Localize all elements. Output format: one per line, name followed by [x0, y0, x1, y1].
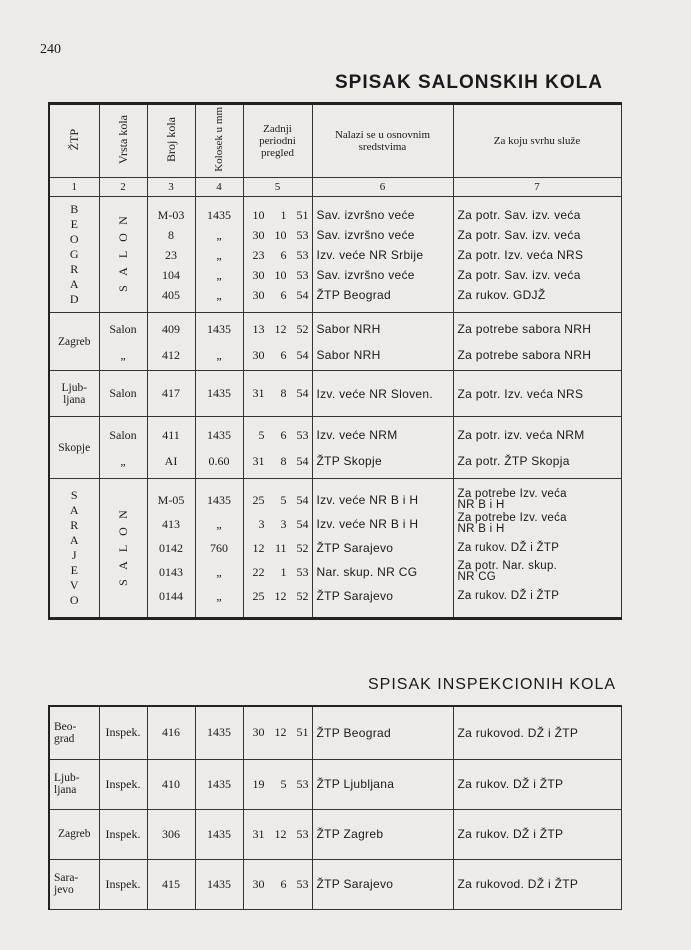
svrha: Za potr. Izv. veća NRS — [453, 371, 621, 417]
title-salonska: SPISAK SALONSKIH KOLA — [334, 72, 603, 93]
inspek-row — [49, 759, 621, 809]
group-beograd — [49, 197, 621, 313]
inspek-row — [49, 706, 621, 759]
col-num: 1 — [49, 178, 99, 197]
svrha-list: Za potrebe Izv. veća NR B i H Za potrebe Izv. veća NR B i H Za rukov. DŽ i ŽTP Za potr. Nar. skup. NR CG Za rukov. DŽ i ŽTP — [453, 479, 621, 619]
broj: 410 — [147, 759, 195, 809]
pregled-list: 5 6 53 31 8 54 — [243, 417, 312, 479]
vrsta-list: Salon „ — [99, 313, 147, 371]
svrha: Za rukovod. DŽ i ŽTP — [453, 859, 621, 909]
broj: 416 — [147, 706, 195, 759]
col-num: 5 — [243, 178, 312, 197]
ztp: Zagreb — [49, 809, 99, 859]
column-number-row — [49, 178, 621, 197]
header-ztp: ŽTP — [67, 128, 82, 151]
ztp: Ljub- ljana — [49, 759, 99, 809]
ztp-ljubljana: Ljub- ljana — [49, 371, 99, 417]
nalazi: Izv. veće NR Sloven. — [312, 371, 453, 417]
nalazi-list: Izv. veće NRM ŽTP Skopje — [312, 417, 453, 479]
ztp: Sara- jevo — [49, 859, 99, 909]
group-sarajevo — [49, 479, 621, 619]
pregled: 31 8 54 — [243, 371, 312, 417]
ztp-beograd: B E O G R A D — [49, 197, 99, 313]
vrsta: Inspek. — [99, 759, 147, 809]
vrsta-salon-vertical: N O L A S — [99, 479, 147, 619]
vrsta-list: Salon „ — [99, 417, 147, 479]
vrsta: Inspek. — [99, 706, 147, 759]
header-broj: Broj kola — [164, 117, 178, 162]
pregled: 30 6 53 — [243, 859, 312, 909]
kolosek-list: 1435 „ 760 „ „ — [195, 479, 243, 619]
vrsta-salon-vertical: N O L A S — [99, 197, 147, 313]
nalazi-list: Izv. veće NR B i H Izv. veće NR B i H ŽTP Sarajevo Nar. skup. NR CG ŽTP Sarajevo — [312, 479, 453, 619]
broj: 417 — [147, 371, 195, 417]
svrha-list: Za potr. izv. veća NRM Za potr. ŽTP Skopja — [453, 417, 621, 479]
pregled-list: 13 12 52 30 6 54 — [243, 313, 312, 371]
nalazi-list: Sabor NRH Sabor NRH — [312, 313, 453, 371]
group-skopje — [49, 417, 621, 479]
svrha: Za rukov. DŽ i ŽTP — [453, 809, 621, 859]
col-num: 6 — [312, 178, 453, 197]
title-inspekciona: SPISAK INSPEKCIONIH KOLA — [368, 676, 617, 693]
ztp-zagreb: Zagreb — [49, 313, 99, 371]
broj: 415 — [147, 859, 195, 909]
pregled: 19 5 53 — [243, 759, 312, 809]
nalazi: ŽTP Zagreb — [312, 809, 453, 859]
inspek-row — [49, 809, 621, 859]
nalazi: ŽTP Ljubljana — [312, 759, 453, 809]
vrsta: Salon — [99, 371, 147, 417]
svrha: Za rukovod. DŽ i ŽTP — [453, 706, 621, 759]
kolosek-list: 1435 „ — [195, 313, 243, 371]
pregled-list: 25 5 54 3 3 54 12 11 52 22 1 53 25 12 52 — [243, 479, 312, 619]
ztp: Beo- grad — [49, 706, 99, 759]
svrha-list: Za potr. Sav. izv. veća Za potr. Sav. izv. veća Za potr. Izv. veća NRS Za potr. Sav. izv. veća Za rukov. GDJŽ — [453, 197, 621, 313]
nalazi: ŽTP Beograd — [312, 706, 453, 759]
header-svrha: Za koju svrhu služe — [453, 104, 621, 178]
group-zagreb — [49, 313, 621, 371]
pregled: 30 12 51 — [243, 706, 312, 759]
page-number: 240 — [40, 42, 61, 57]
header-kolosek: Kolosek u mm — [213, 107, 225, 172]
nalazi-list: Sav. izvršno veće Sav. izvršno veće Izv. veće NR Srbije Sav. izvršno veće ŽTP Beograd — [312, 197, 453, 313]
broj: 306 — [147, 809, 195, 859]
kolosek: 1435 — [195, 809, 243, 859]
kolosek: 1435 — [195, 706, 243, 759]
vrsta: Inspek. — [99, 859, 147, 909]
broj-list: M-03 8 23 104 405 — [147, 197, 195, 313]
inspek-row — [49, 859, 621, 909]
group-ljubljana — [49, 371, 621, 417]
table-salonska — [48, 102, 622, 620]
pregled-list: 10 1 51 30 10 53 23 6 53 30 10 53 30 6 54 — [243, 197, 312, 313]
kolosek-list: 1435 0.60 — [195, 417, 243, 479]
kolosek: 1435 — [195, 859, 243, 909]
svrha-list: Za potrebe sabora NRH Za potrebe sabora NRH — [453, 313, 621, 371]
kolosek-list: 1435 „ „ „ „ — [195, 197, 243, 313]
broj-list: 409 412 — [147, 313, 195, 371]
header-nalazi: Nalazi se u osnovnim sredstvima — [312, 104, 453, 178]
broj-list: M-05 413 0142 0143 0144 — [147, 479, 195, 619]
header-zadnji: Zadnji periodni pregled — [243, 104, 312, 178]
table-inspekciona — [48, 705, 622, 910]
ztp-sarajevo: S A R A J E V O — [49, 479, 99, 619]
kolosek: 1435 — [195, 759, 243, 809]
col-num: 4 — [195, 178, 243, 197]
header-vrsta: Vrsta kola — [116, 115, 130, 164]
pregled: 31 12 53 — [243, 809, 312, 859]
col-num: 2 — [99, 178, 147, 197]
vrsta: Inspek. — [99, 809, 147, 859]
nalazi: ŽTP Sarajevo — [312, 859, 453, 909]
broj-list: 411 AI — [147, 417, 195, 479]
header-row — [49, 104, 621, 178]
kolosek: 1435 — [195, 371, 243, 417]
col-num: 7 — [453, 178, 621, 197]
col-num: 3 — [147, 178, 195, 197]
ztp-skopje: Skopje — [49, 417, 99, 479]
svrha: Za rukov. DŽ i ŽTP — [453, 759, 621, 809]
